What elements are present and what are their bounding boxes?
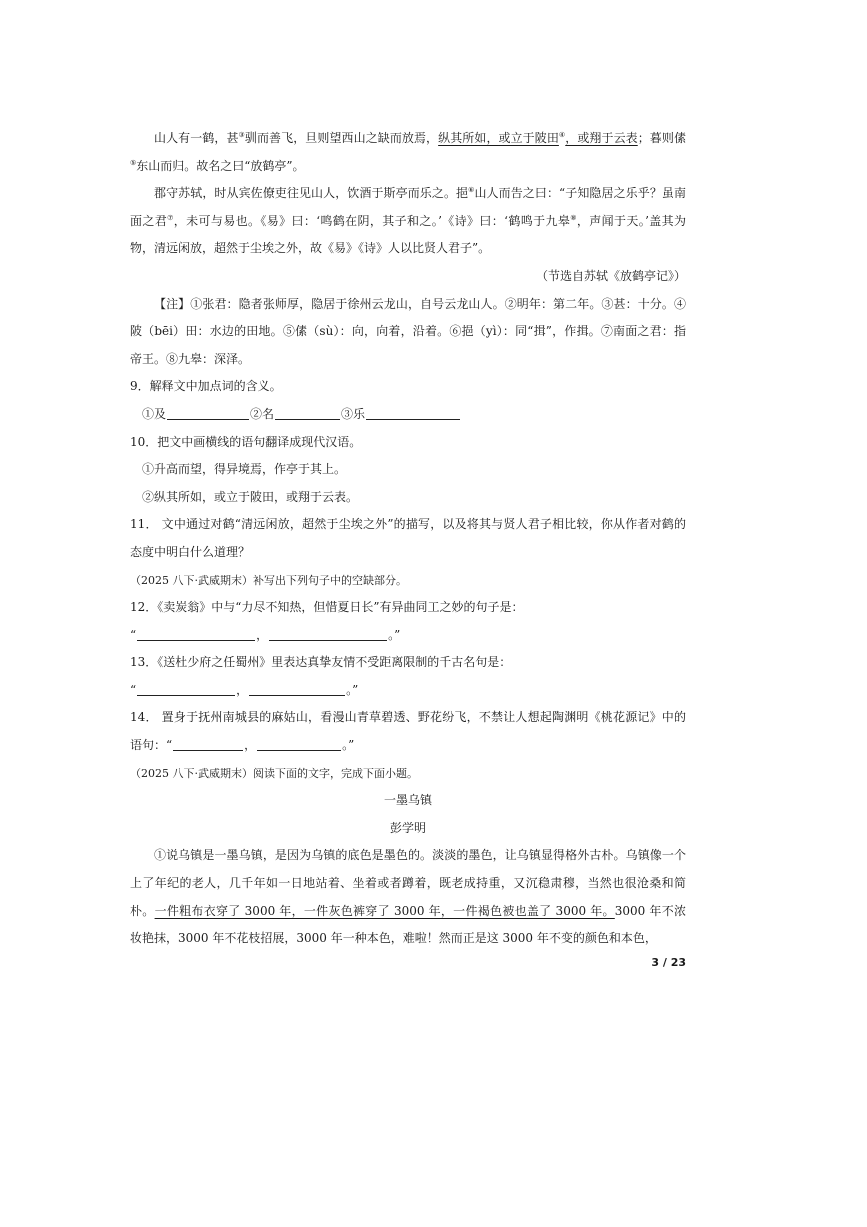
passage-notes: 【注】①张君：隐者张师厚，隐居于徐州云龙山，自号云龙山人。②明年：第二年。③甚：十分。④陂（bēi）田：水边的田地。⑤傃（sù）：向，向着，沿着。⑥挹（yì）：同“揖”，作揖。⑦南面之君：指帝王。⑧九皋：深泽。 [130, 296, 686, 366]
question-9-blanks [130, 401, 686, 429]
underlined-sentence: ，或翔于云表 [565, 131, 638, 145]
question-10-item-1: ①升高而望，得异境焉，作亭于其上。 [142, 462, 347, 477]
text: 驯而善飞，旦则望西山之缺而放焉， [244, 131, 439, 145]
question-12-blanks [130, 622, 686, 650]
punct: “ [130, 682, 137, 697]
text: 郡守苏轼，时从宾佐僚吏往见山人，饮酒于斯亭而乐之。挹 [154, 186, 469, 201]
answer-blank[interactable] [257, 738, 341, 751]
question-10: 10．把文中画横线的语句翻译成现代汉语。 [130, 434, 362, 449]
page-number: 3 / 23 [651, 956, 686, 969]
footnote-marker: ⑤ [130, 158, 137, 167]
text: 山人而告之曰：“子知隐居之乐乎？虽南面之君 [130, 186, 686, 228]
footnote-marker: ⑦ [167, 213, 174, 222]
passage-paragraph-1 [130, 125, 686, 180]
question-14 [130, 704, 686, 759]
answer-blank[interactable] [275, 407, 340, 420]
punct: 。” [342, 738, 355, 753]
section-header-3: （2025 八下·武威期末）阅读下面的文字，完成下面小题。 [130, 766, 418, 780]
label: ②名 [250, 406, 275, 421]
footnote-marker: ③ [238, 131, 245, 139]
article-author: 彭学明 [389, 820, 426, 835]
article-paragraph-1 [130, 842, 686, 952]
question-11: 11． 文中通过对鹤“清远闲放，超然于尘埃之外”的描写，以及将其与贤人君子相比较，你从作者对鹤的态度中明白什么道理？ [130, 517, 686, 559]
text: ；暮则傃 [637, 131, 686, 145]
passage-source: （节选自苏轼《放鹤亭记》） [535, 268, 686, 283]
article-title: 一墨乌镇 [383, 793, 432, 808]
question-13-blanks [130, 677, 686, 705]
label: ③乐 [341, 406, 366, 421]
punct: “ [130, 627, 137, 642]
underlined-sentence: 一件粗布衣穿了 3000 年，一件灰色裤穿了 3000 年，一件褐色被也盖了 3000 年。 [154, 903, 615, 918]
question-9: 9．解释文中加点词的含义。 [130, 379, 282, 394]
text: ，声闻于天。’盖其为物，清远闲放，超然于尘埃之外，故《易》《诗》人以比贤人君子”。 [130, 213, 686, 256]
text: ，未可与易也。《易》曰：‘鸣鹤在阴，其子和之。’《诗》曰：‘鹤鸣于九皋 [173, 213, 571, 228]
footnote-marker: ④ [558, 131, 566, 139]
question-13: 13．《送杜少府之任蜀州》里表达真挚友情不受距离限制的千古名句是： [130, 655, 512, 670]
punct: 。” [346, 682, 359, 697]
text: 东山而归。故名之曰“放鹤亭”。 [136, 158, 305, 173]
document-page [130, 125, 686, 953]
passage-paragraph-2 [130, 180, 686, 263]
answer-blank[interactable] [167, 407, 249, 420]
text: 山人有一鹤，甚 [154, 131, 239, 145]
punct: ， [244, 738, 257, 753]
punct: ， [236, 682, 249, 697]
text: 3000 年不浓妆艳抹，3000 年不花枝招展，3000 年一种本色，难啦！然而正是这 3000 年不变的颜色和本色， [130, 903, 686, 946]
underlined-sentence: 纵其所如，或立于陂田 [438, 131, 559, 145]
answer-blank[interactable] [137, 683, 235, 696]
label: ①及 [142, 406, 167, 421]
answer-blank[interactable] [249, 683, 345, 696]
footnote-marker: ⑧ [570, 213, 577, 222]
section-header-2: （2025 八下·武威期末）补写出下列句子中的空缺部分。 [130, 573, 407, 587]
text: ①说乌镇是一墨乌镇，是因为乌镇的底色是墨色的。淡淡的墨色，让乌镇显得格外古朴。乌镇像一个上了年纪的老人，几千年如一日地站着、坐着或者蹲着，既老成持重，又沉稳肃穆，当然也很沧桑和简朴。 [130, 848, 686, 918]
footnote-marker: ⑥ [468, 186, 475, 195]
question-12: 12．《卖炭翁》中与“力尽不知热，但惜夏日长”有异曲同工之妙的句子是： [130, 600, 524, 615]
answer-blank[interactable] [366, 407, 460, 420]
punct: 。” [388, 627, 401, 642]
answer-blank[interactable] [269, 628, 387, 641]
punct: ， [256, 627, 269, 642]
answer-blank[interactable] [173, 738, 243, 751]
answer-blank[interactable] [137, 628, 255, 641]
question-10-item-2: ②纵其所如，或立于陂田，或翔于云表。 [142, 489, 359, 504]
text: 14． 置身于抚州南城县的麻姑山，看漫山青草碧透、野花纷飞，不禁让人想起陶渊明《桃花源记》中的语句：“ [130, 710, 686, 753]
